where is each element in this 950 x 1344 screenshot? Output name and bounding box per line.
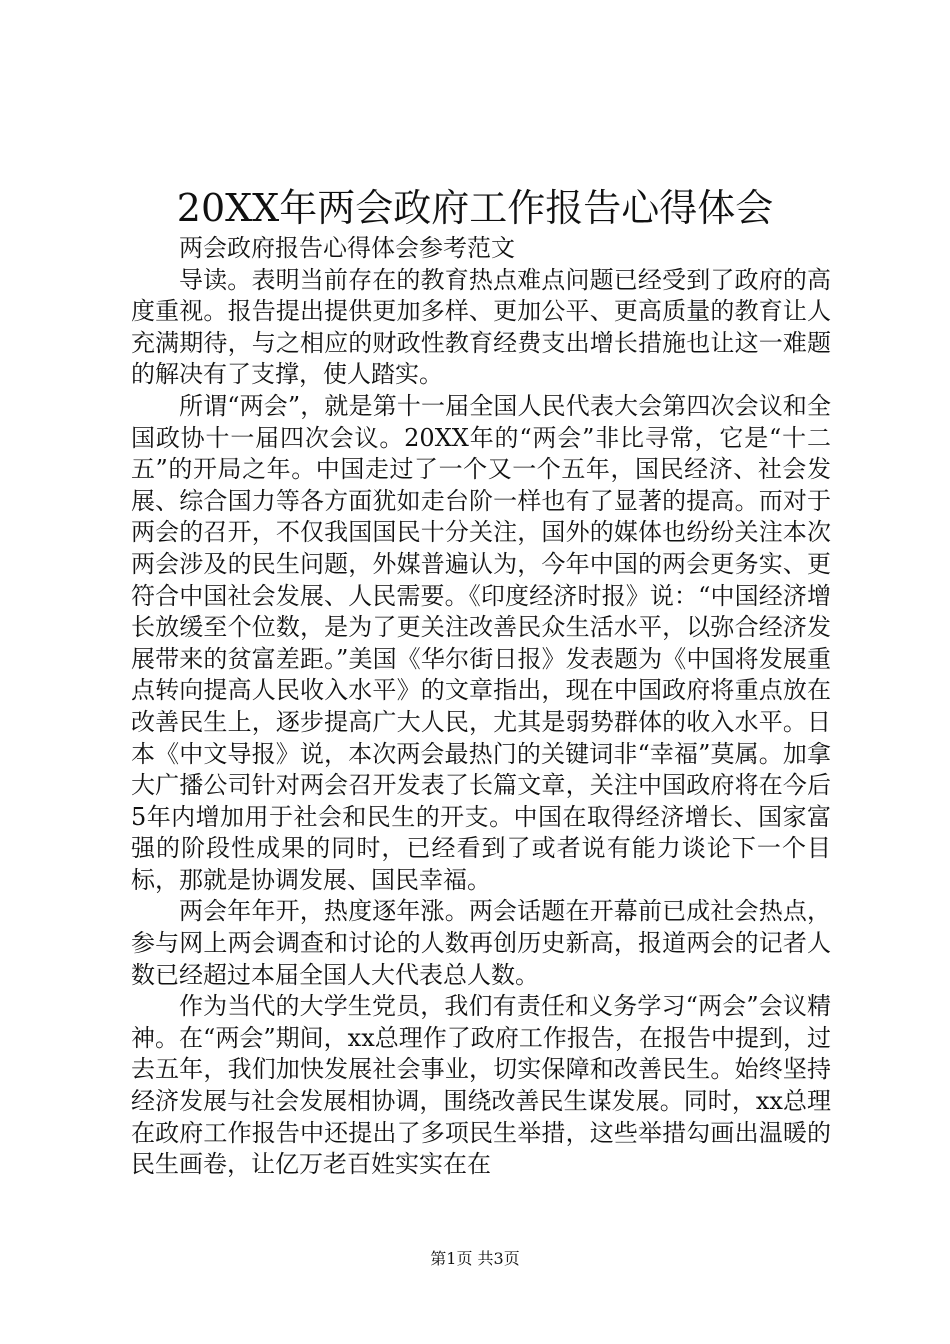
paragraph-popularity: 两会年年开，热度逐年涨。两会话题在开幕前已成社会热点，参与网上两会调查和讨论的人数再创历史新高，报道两会的记者人数已经超过本届全国人大代表总人数。 [131, 897, 831, 989]
paragraph-student-members: 作为当代的大学生党员，我们有责任和义务学习“两会”会议精神。在“两会”期间，xx总理作了政府工作报告，在报告中提到，过去五年，我们加快发展社会事业，切实保障和改善民生。始终坚持经济发展与社会发展相协调，围绕改善民生谋发展。同时，xx总理在政府工作报告中还提出了多项民生举措，这些举措勾画出温暖的民生画卷，让亿万老百姓实实在在 [131, 992, 831, 1179]
page-footer: 第1页 共3页 [430, 1249, 520, 1268]
paragraph-intro: 导读。表明当前存在的教育热点难点问题已经受到了政府的高度重视。报告提出提供更加多样、更加公平、更高质量的教育让人充满期待，与之相应的财政性教育经费支出增长措施也让这一难题的解决有了支撑，使人踏实。 [131, 265, 831, 389]
document-title: 20XX年两会政府工作报告心得体会 [176, 186, 774, 230]
document-body [131, 233, 831, 1181]
paragraph-two-sessions: 所谓“两会”，就是第十一届全国人民代表大会第四次会议和全国政协十一届四次会议。20XX年的“两会”非比寻常，它是“十二五”的开局之年。中国走过了一个又一个五年，国民经济、社会发展、综合国力等各方面犹如走台阶一样也有了显著的提高。而对于两会的召开，不仅我国国民十分关注，国外的媒体也纷纷关注本次两会涉及的民生问题，外媒普遍认为，今年中国的两会更务实、更符合中国社会发展、人民需要。《印度经济时报》说：“中国经济增长放缓至个位数，是为了更关注改善民众生活水平，以弥合经济发展带来的贫富差距。”美国《华尔街日报》发表题为《中国将发展重点转向提高人民收入水平》的文章指出，现在中国政府将重点放在改善民生上，逐步提高广大人民，尤其是弱势群体的收入水平。日本《中文导报》说，本次两会最热门的关键词非“幸福”莫属。加拿大广播公司针对两会召开发表了长篇文章，关注中国政府将在今后5年内增加用于社会和民生的开支。中国在取得经济增长、国家富强的阶段性成果的同时，已经看到了或者说有能力谈论下一个目标，那就是协调发展、国民幸福。 [131, 391, 831, 894]
subtitle-paragraph: 两会政府报告心得体会参考范文 [179, 234, 515, 262]
